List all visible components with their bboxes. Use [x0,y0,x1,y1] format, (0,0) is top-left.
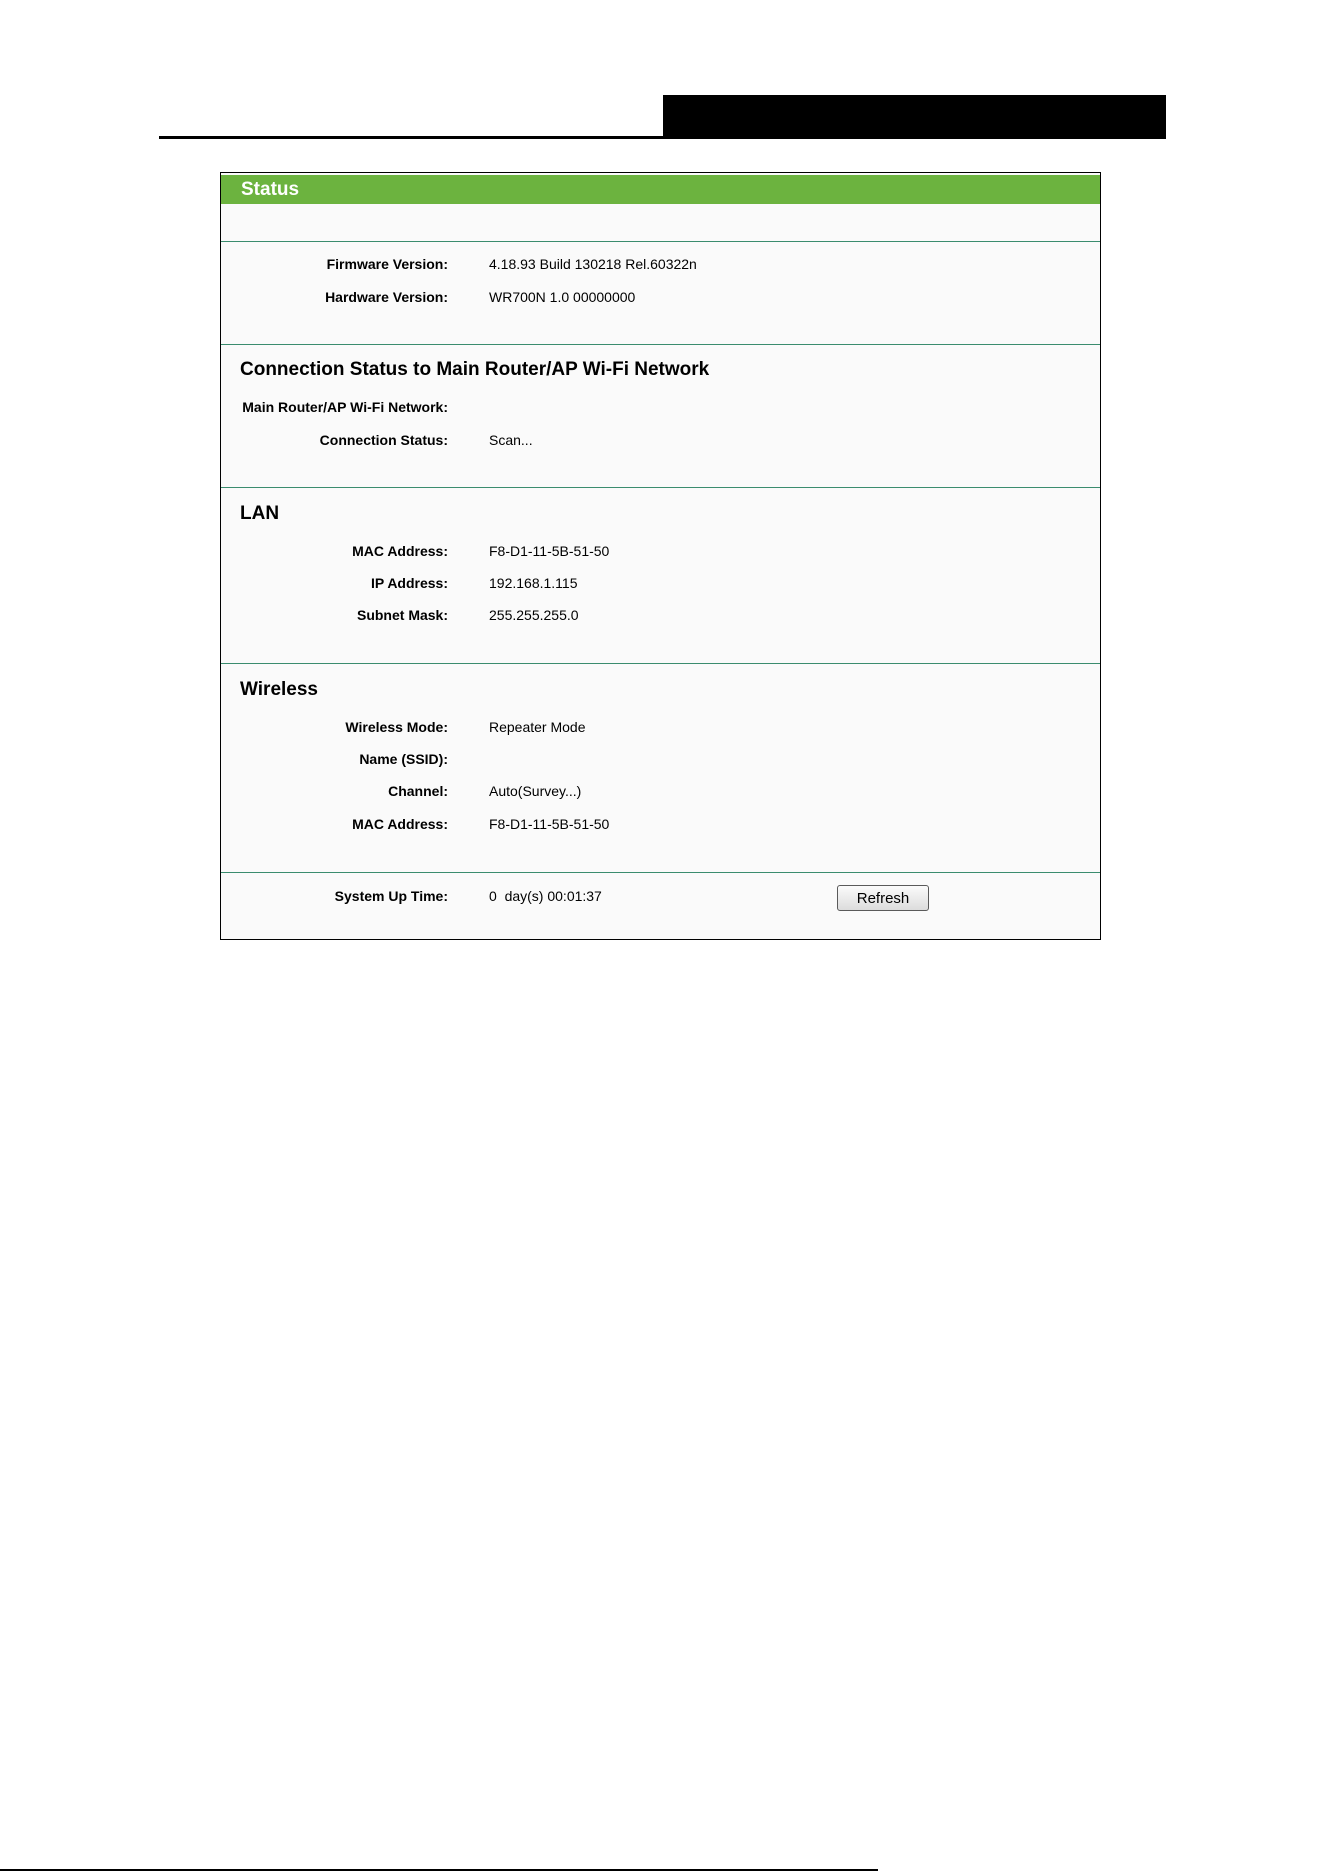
wireless-heading: Wireless [240,679,318,700]
status-panel [220,172,1101,940]
lan-heading: LAN [240,503,280,524]
channel-value: Auto(Survey...) [489,783,582,799]
hardware-version-value: WR700N 1.0 00000000 [489,289,636,305]
wireless-mode-value: Repeater Mode [489,719,586,735]
subnet-mask-value: 255.255.255.0 [489,607,579,623]
page-footer-rule [0,1869,878,1871]
lan-mac-value: F8-D1-11-5B-51-50 [489,543,610,559]
wireless-mac-label: MAC Address: [352,816,448,832]
subnet-mask-label: Subnet Mask: [356,607,448,623]
page-header-rule [159,136,1166,139]
connection-heading: Connection Status to Main Router/AP Wi-Fi Network [240,359,710,380]
uptime-label: System Up Time: [334,888,448,904]
wireless-mode-label: Wireless Mode: [345,719,448,735]
section-divider [221,872,1100,873]
ssid-label: Name (SSID): [359,751,448,767]
refresh-button[interactable]: Refresh [837,885,929,911]
uptime-value: 0 day(s) 00:01:37 [489,888,602,904]
section-divider [221,663,1100,664]
firmware-version-value: 4.18.93 Build 130218 Rel.60322n [489,256,697,272]
lan-ip-value: 192.168.1.115 [489,575,578,591]
lan-mac-label: MAC Address: [352,543,448,559]
lan-ip-label: IP Address: [370,575,448,591]
section-divider [221,241,1100,242]
section-divider [221,487,1100,488]
connection-status-value: Scan... [489,432,533,448]
page-header-block [663,95,1166,138]
channel-label: Channel: [388,783,448,799]
main-router-network-label: Main Router/AP Wi-Fi Network: [242,399,448,415]
firmware-version-label: Firmware Version: [326,256,448,272]
section-divider [221,344,1100,345]
hardware-version-label: Hardware Version: [325,289,448,305]
wireless-mac-value: F8-D1-11-5B-51-50 [489,816,610,832]
connection-status-label: Connection Status: [319,432,448,448]
panel-title: Status [221,175,1100,204]
